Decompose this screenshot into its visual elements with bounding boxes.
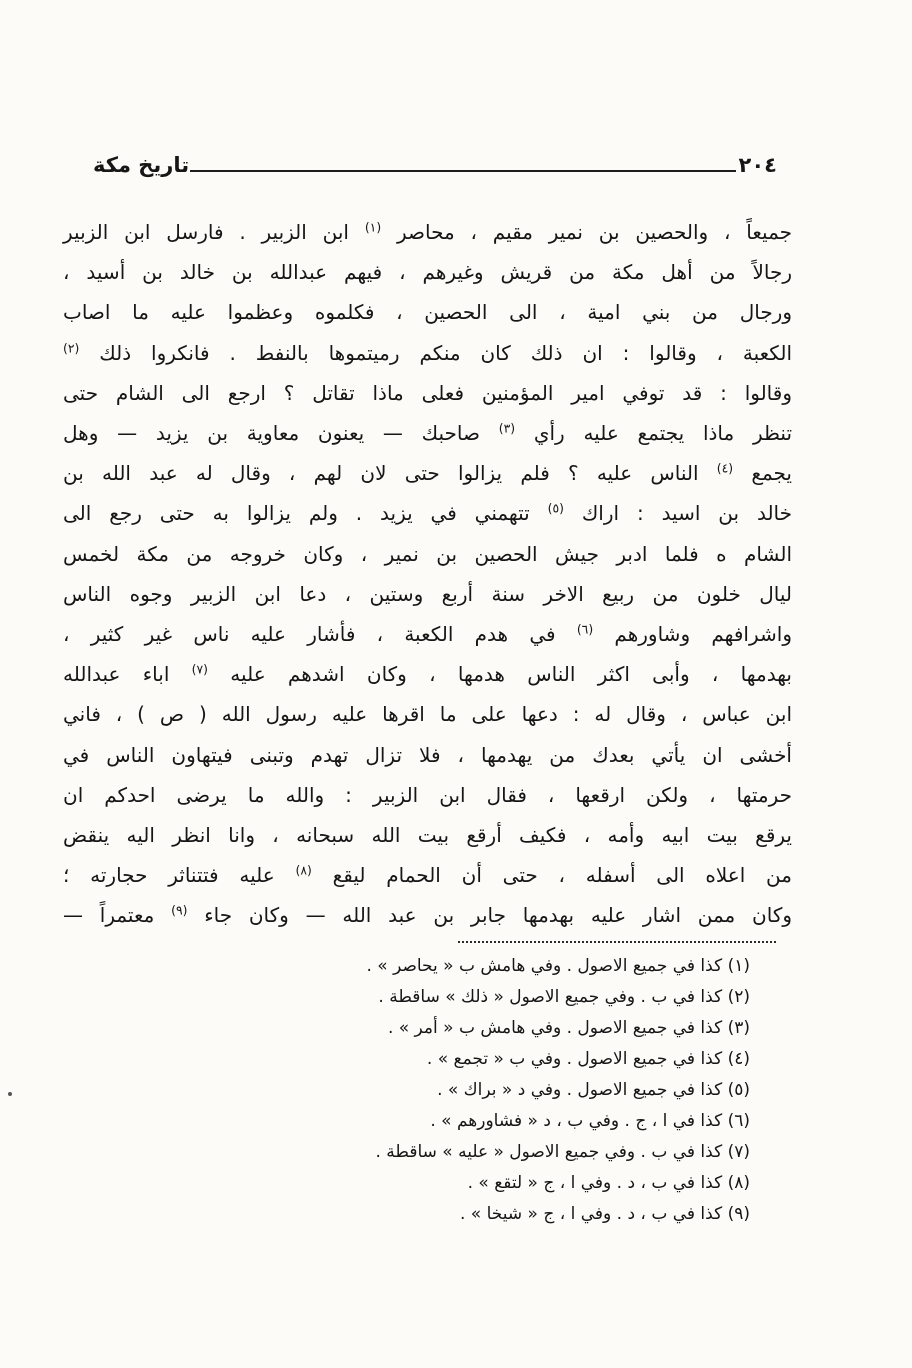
footnote: (١) كذا في جميع الاصول . وفي هامش ب « يحاصر » .	[366, 956, 750, 976]
footnote: (٤) كذا في جميع الاصول . وفي ب « تجمع » .	[426, 1049, 750, 1069]
body-line: من اعلاه الى أسفله ، حتى أن الحمام ليقع $^{(٨)}$ عليه فتتناثر حجارته ؛	[63, 862, 792, 888]
body-line: حرمتها ، ولكن ارقعها ، فقال ابن الزبير : والله ما يرضى احدكم ان	[63, 782, 792, 807]
body-line: الكعبة ، وقالوا : ان ذلك كان منكم رميتموها بالنفط . فانكروا ذلك $^{(٢)}$	[63, 339, 792, 365]
body-line: ورجال من بني امية ، الى الحصين ، فكلموه وعظموا عليه ما اصاب	[63, 300, 792, 325]
body-line: بهدمها ، وأبى اكثر الناس هدمها ، وكان اشدهم عليه $^{(٧)}$ اباء عبدالله	[63, 661, 792, 687]
footnotes	[120, 951, 750, 1230]
body-line: ابن عباس ، وقال له : دعها على ما اقرها عليه رسول الله ( ص ) ، فاني	[63, 702, 792, 727]
body-line: واشرافهم وشاورهم $^{(٦)}$ في هدم الكعبة ، فأشار عليه ناس غير كثير ،	[63, 621, 792, 647]
main-text	[63, 212, 792, 936]
footnote: (٣) كذا في جميع الاصول . وفي هامش ب « أمر » .	[387, 1018, 750, 1038]
book-title: تاريخ مكة	[93, 153, 190, 177]
footnote-separator	[458, 941, 776, 943]
page-number: ٢٠٤	[738, 153, 777, 177]
footnote: (٧) كذا في ب . وفي جميع الاصول « عليه » ساقطة .	[375, 1142, 750, 1162]
footnote: (٢) كذا في ب . وفي جميع الاصول « ذلك » ساقطة .	[378, 987, 750, 1007]
running-head	[93, 150, 777, 180]
body-line: أخشى ان يأتي بعدك من يهدمها ، فلا تزال تهدم وتبنى فيتهاون الناس في	[63, 742, 792, 767]
body-line: الشام ه فلما ادبر جيش الحصين بن نمير ، وكان خروجه من مكة لخمس	[63, 541, 792, 566]
footnote: (٥) كذا في جميع الاصول . وفي د « براك » .	[437, 1080, 750, 1100]
body-line: ليال خلون من ربيع الاخر سنة أربع وستين ، دعا ابن الزبير وجوه الناس	[63, 581, 792, 606]
body-line: جميعاً ، والحصين بن نمير مقيم ، محاصر $^{(١)}$ ابن الزبير . فارسل ابن الزبير	[63, 219, 793, 244]
body-line: خالد بن اسيد : اراك $^{(٥)}$ تتهمني في يزيد . ولم يزالوا به حتى رجع الى	[63, 500, 792, 526]
body-line: وقالوا : قد توفي امير المؤمنين فعلى ماذا تقاتل ؟ ارجع الى الشام حتى	[63, 380, 792, 405]
body-line: يجمع $^{(٤)}$ الناس عليه ؟ فلم يزالوا حتى لان لهم ، وقال له عبد الله بن	[63, 460, 792, 486]
footnote: (٩) كذا في ب ، د . وفي ا ، ج « شيخا » .	[460, 1204, 750, 1224]
footnote: (٨) كذا في ب ، د . وفي ا ، ج « لتقع » .	[467, 1173, 750, 1193]
body-line: يرقع بيت ابيه وأمه ، فكيف أرقع بيت الله سبحانه ، وانا انظر اليه ينقض	[63, 823, 792, 848]
header-rule	[190, 170, 735, 172]
scan-speck	[8, 1092, 12, 1096]
body-line: وكان ممن اشار عليه بهدمها جابر بن عبد الله — وكان جاء $^{(٩)}$ معتمراً —	[63, 902, 793, 928]
body-line: تنظر ماذا يجتمع عليه رأي $^{(٣)}$ صاحبك — يعنون معاوية بن يزيد — وهل	[63, 420, 793, 446]
footnote: (٦) كذا في ا ، ج . وفي ب ، د « فشاورهم » .	[430, 1111, 750, 1131]
body-line: رجالاً من أهل مكة من قريش وغيرهم ، فيهم عبدالله بن خالد بن أسيد ،	[63, 260, 792, 285]
